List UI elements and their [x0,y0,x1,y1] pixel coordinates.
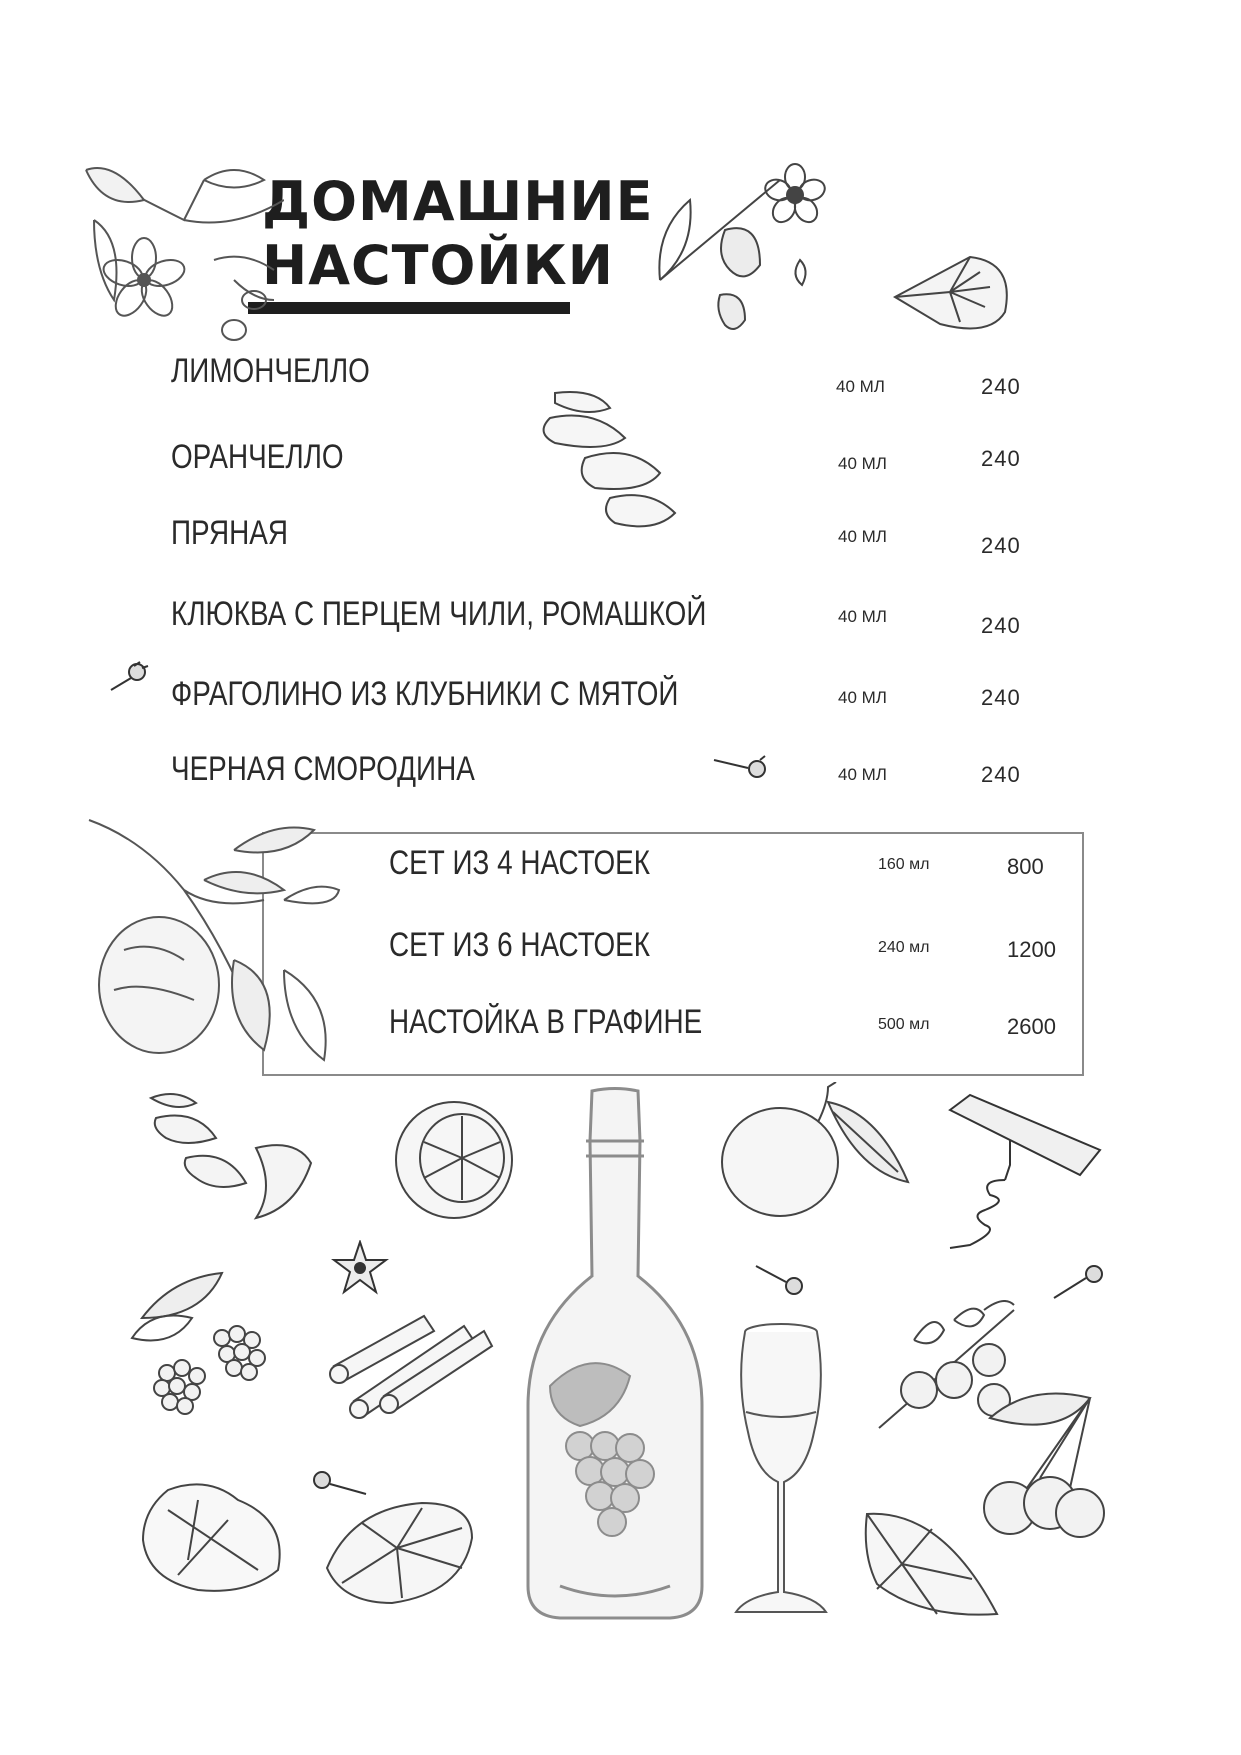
set-volume: 240 мл [878,939,930,956]
title-line-2: НАСТОЙКИ [262,234,614,297]
lemon-leaf-icon [718,1082,914,1222]
blossom-branch-icon [84,160,284,360]
set-name: СЕТ ИЗ 4 НАСТОЕК [389,844,651,882]
item-price: 240 [981,685,1021,710]
set-volume: 160 мл [878,856,930,873]
wine-bottle-icon [520,1086,710,1624]
set-name: СЕТ ИЗ 6 НАСТОЕК [389,926,651,964]
item-name: ПРЯНАЯ [171,514,289,552]
page-title [262,170,654,298]
lemon-peel-icon [146,1088,326,1228]
orange-slice-icon [322,1498,478,1606]
star-anise-icon [330,1240,390,1296]
corkscrew-icon [940,1090,1110,1250]
set-name: НАСТОЙКА В ГРАФИНЕ [389,1003,703,1041]
item-price: 240 [981,613,1021,638]
cinnamon-icon [324,1306,496,1426]
tulip-glass-icon [726,1322,836,1622]
item-name: ФРАГОЛИНО ИЗ КЛУБНИКИ С МЯТОЙ [171,675,679,713]
item-name: ЛИМОНЧЕЛЛО [171,352,370,390]
item-price: 240 [981,762,1021,787]
lemon-branch-icon [84,800,344,1090]
clove-icon [712,752,768,782]
item-price: 240 [981,533,1021,558]
item-volume: 40 МЛ [838,688,887,707]
clove-icon [106,660,150,700]
set-volume: 500 мл [878,1016,930,1033]
raspberry-icon [122,1268,282,1424]
orange-slice-icon [862,1504,1002,1622]
strawberry-icon [650,160,830,340]
item-volume: 40 МЛ [838,454,887,473]
mint-leaf-icon [138,1480,294,1600]
item-volume: 40 МЛ [838,527,887,546]
item-name: ЧЕРНАЯ СМОРОДИНА [171,750,475,788]
item-volume: 40 МЛ [838,765,887,784]
lemon-peel-icon [535,388,685,538]
item-volume: 40 МЛ [838,607,887,626]
orange-slice-icon [890,252,1020,337]
item-price: 240 [981,446,1021,471]
set-price: 2600 [1007,1014,1056,1039]
item-name: КЛЮКВА С ПЕРЦЕМ ЧИЛИ, РОМАШКОЙ [171,595,707,633]
set-price: 800 [1007,854,1044,879]
title-line-1: ДОМАШНИЕ [262,170,654,233]
set-price: 1200 [1007,937,1056,962]
item-name: ОРАНЧЕЛЛО [171,438,344,476]
clove-icon [752,1260,808,1296]
orange-half-icon [392,1098,530,1224]
title-underline [248,302,570,314]
clove-icon [1050,1264,1106,1304]
item-price: 240 [981,374,1021,399]
item-volume: 40 МЛ [836,377,885,396]
